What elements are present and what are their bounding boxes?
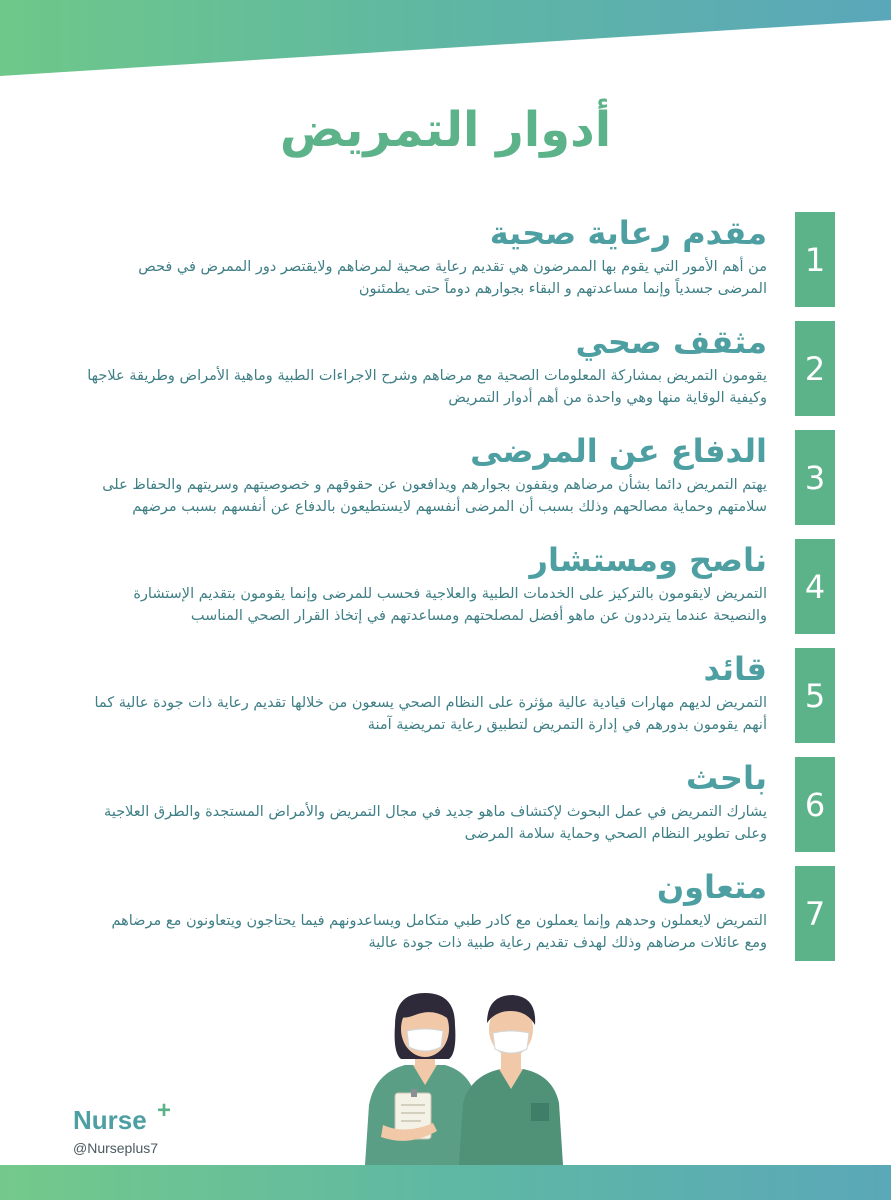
role-number-badge: 5 [795,648,835,743]
role-number-badge: 1 [795,212,835,307]
role-number-badge: 7 [795,866,835,961]
role-item [90,430,835,525]
role-description: يشارك التمريض في عمل البحوث لإكتشاف ماهو جديد في مجال التمريض والأمراض المستجدة والطرق العلاجية وعلى تطوير النظام الصحي وحماية سلامة المرضى [104,804,767,842]
role-item [90,648,835,743]
role-text [87,648,767,736]
role-description: يقومون التمريض بمشاركة المعلومات الصحية مع مرضاهم وشرح الاجراءات الطبية وماهية الأمراض وطريقة علاجها وكيفية الوقاية منها وهي واحدة من أهم أدوار التمريض [87,368,767,406]
role-title: مقدم رعاية صحية [489,214,767,252]
role-text [87,430,767,518]
role-number-badge: 2 [795,321,835,416]
brand-name: Nurse [73,1105,147,1135]
role-item [87,321,835,416]
role-description: التمريض لايقومون بالتركيز على الخدمات الطبية والعلاجية فحسب للمرضى وإنما يقومون بتقديم الإستشارة والنصيحة عندما يترددون عن ماهو أفضل لمصلحتهم ومساعدتهم في إتخاذ القرار الصحي المناسب [133,586,767,624]
role-number-badge: 4 [795,539,835,634]
role-text [87,757,767,845]
role-description: من أهم الأمور التي يقوم بها الممرضون هي تقديم رعاية صحية لمرضاهم ولايقتصر دور الممرض في فحص المرضى جسدياً وإنما مساعدتهم و البقاء بجوارهم دوماً حتى يطمئنون [138,259,767,297]
role-text [87,539,767,627]
role-number-badge: 6 [795,757,835,852]
roles-list [87,212,835,975]
role-title: متعاون [656,868,767,906]
role-description: التمريض لايعملون وحدهم وإنما يعملون مع كادر طبي متكامل ويساعدونهم فيما يحتاجون ويتعاونون مع مرضاهم ومع عائلات مرضاهم وذلك لهدف تقديم رعاية طبية ذات جودة عالية [111,913,767,951]
role-item [90,212,835,307]
brand-logo [73,1097,172,1156]
top-header-band [0,0,891,76]
role-item [90,539,835,634]
role-item [90,757,835,852]
role-title: الدفاع عن المرضى [470,432,767,470]
role-title: ناصح ومستشار [529,541,767,579]
role-title: قائد [703,650,767,688]
role-title: باحث [686,759,767,797]
role-text [87,866,767,954]
role-description: يهتم التمريض دائما بشأن مرضاهم ويقفون بجوارهم ويدافعون عن حقوقهم و خصوصيتهم وسريتهم والحفاظ على سلامتهم وحماية مصالحهم وذلك بسبب أن المرضى أنفسهم لايستطيعون بالدفاع عن أنفسهم بسبب مرضهم [102,477,767,515]
role-number-badge: 3 [795,430,835,525]
role-text [87,212,767,300]
page-title: أدوار التمريض [279,102,612,158]
brand-plus-icon: + [157,1097,172,1124]
role-description: التمريض لديهم مهارات قيادية عالية مؤثرة على النظام الصحي يسعون من خلالها تقديم رعاية ذات جودة عالية كما أنهم يقومون بدورهم في إدارة التمريض لتطبيق رعاية تمريضية آمنة [94,695,767,733]
male-nurse-figure [459,995,563,1165]
role-text [87,321,767,409]
role-item [90,866,835,961]
bottom-footer-band [0,1165,891,1200]
nurses-illustration [355,985,570,1165]
role-title: مثقف صحي [575,323,767,361]
brand-handle: @Nurseplus7 [73,1140,159,1156]
